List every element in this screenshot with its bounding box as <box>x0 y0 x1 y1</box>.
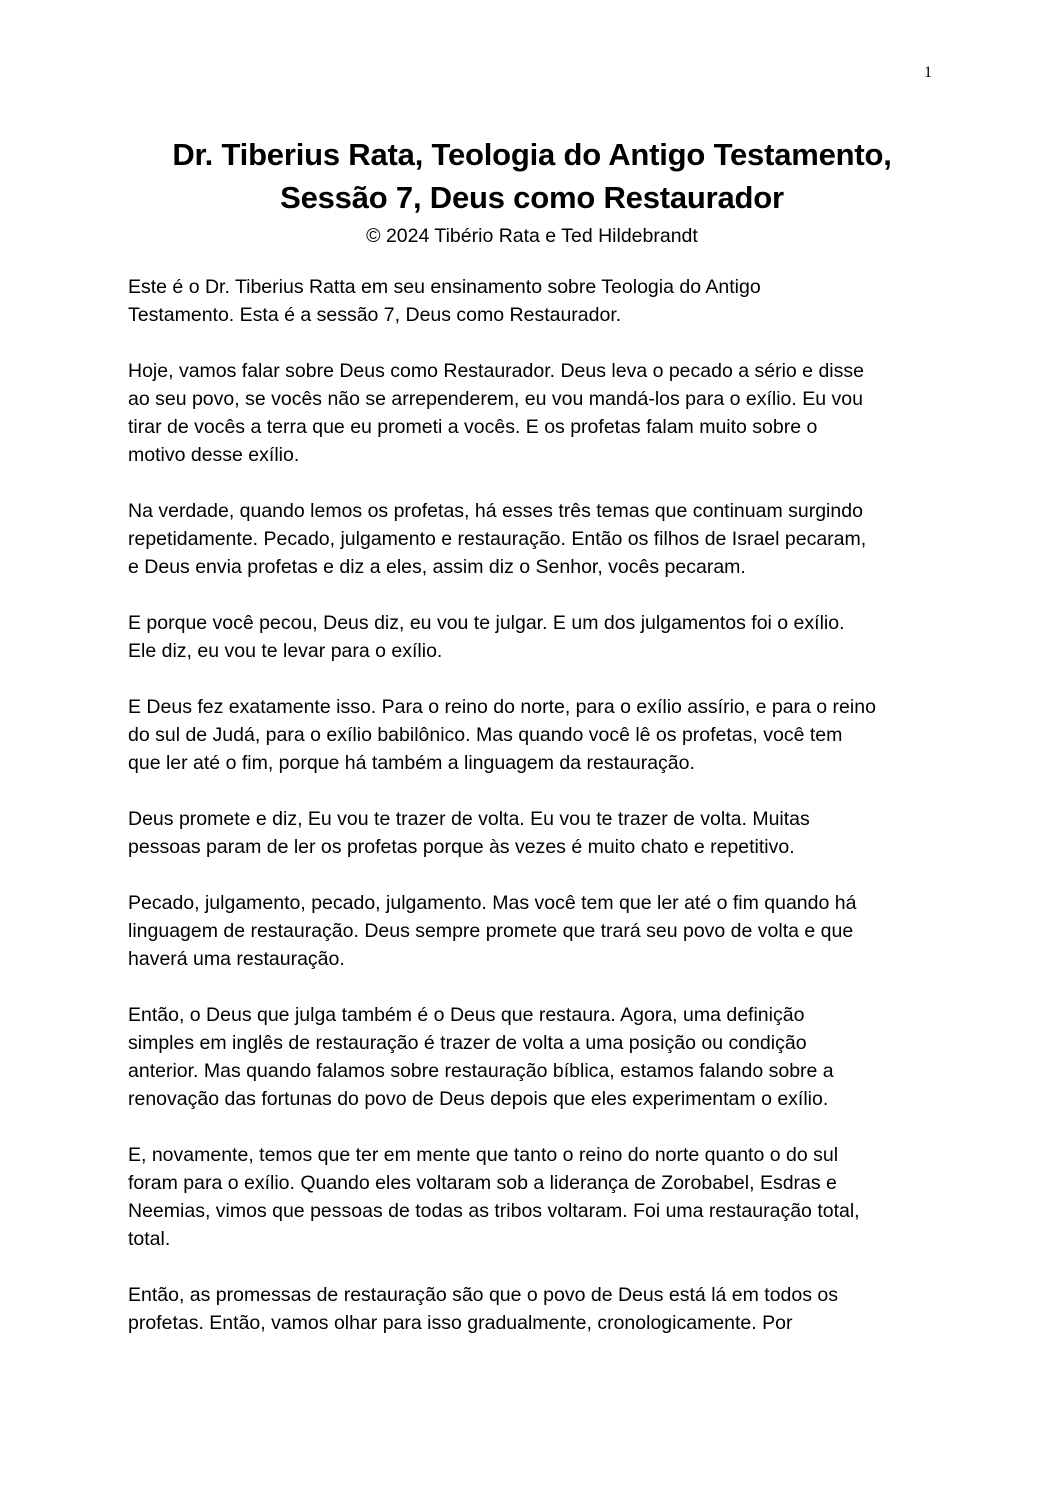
text-line: simples em inglês de restauração é trazer de volta a uma posição ou condição <box>128 1032 807 1054</box>
text-line: foram para o exílio. Quando eles voltaram sob a liderança de Zorobabel, Esdras e <box>128 1172 837 1194</box>
paragraph <box>128 693 936 777</box>
text-line: E Deus fez exatamente isso. Para o reino do norte, para o exílio assírio, e para o reino <box>128 696 876 718</box>
paragraph <box>128 273 936 329</box>
text-line: Então, as promessas de restauração são que o povo de Deus está lá em todos os <box>128 1284 839 1306</box>
text-line: anterior. Mas quando falamos sobre restauração bíblica, estamos falando sobre a <box>128 1060 834 1082</box>
text-line: Este é o Dr. Tiberius Ratta em seu ensinamento sobre Teologia do Antigo <box>128 276 761 298</box>
paragraph <box>128 357 936 469</box>
text-line: Pecado, julgamento, pecado, julgamento. Mas você tem que ler até o fim quando há <box>128 892 857 914</box>
paragraph <box>128 1141 936 1253</box>
paragraph <box>128 609 936 665</box>
text-line: tirar de vocês a terra que eu prometi a vocês. E os profetas falam muito sobre o <box>128 416 818 438</box>
text-line: linguagem de restauração. Deus sempre promete que trará seu povo de volta e que <box>128 920 854 942</box>
document-title <box>120 133 944 219</box>
paragraph <box>128 1281 936 1337</box>
text-line: e Deus envia profetas e diz a eles, assim diz o Senhor, vocês pecaram. <box>128 556 746 578</box>
text-line: do sul de Judá, para o exílio babilônico. Mas quando você lê os profetas, você tem <box>128 724 843 746</box>
text-line: pessoas param de ler os profetas porque às vezes é muito chato e repetitivo. <box>128 836 795 858</box>
title-line: Dr. Tiberius Rata, Teologia do Antigo Testamento, <box>172 137 892 172</box>
paragraph <box>128 889 936 973</box>
text-line: renovação das fortunas do povo de Deus depois que eles experimentam o exílio. <box>128 1088 829 1110</box>
paragraph <box>128 497 936 581</box>
text-line: que ler até o fim, porque há também a linguagem da restauração. <box>128 752 695 774</box>
text-line: Testamento. Esta é a sessão 7, Deus como Restaurador. <box>128 304 622 326</box>
text-line: Então, o Deus que julga também é o Deus que restaura. Agora, uma definição <box>128 1004 805 1026</box>
body-text <box>128 273 936 1365</box>
page-number: 1 <box>924 64 932 81</box>
text-line: Ele diz, eu vou te levar para o exílio. <box>128 640 443 662</box>
text-line: profetas. Então, vamos olhar para isso gradualmente, cronologicamente. Por <box>128 1312 793 1334</box>
text-line: Hoje, vamos falar sobre Deus como Restaurador. Deus leva o pecado a sério e disse <box>128 360 864 382</box>
title-line: Sessão 7, Deus como Restaurador <box>280 180 784 215</box>
text-line: Na verdade, quando lemos os profetas, há esses três temas que continuam surgindo <box>128 500 863 522</box>
text-line: motivo desse exílio. <box>128 444 300 466</box>
text-line: haverá uma restauração. <box>128 948 345 970</box>
text-line: total. <box>128 1228 171 1250</box>
paragraph <box>128 1001 936 1113</box>
text-line: E, novamente, temos que ter em mente que tanto o reino do norte quanto o do sul <box>128 1144 839 1166</box>
text-line: ao seu povo, se vocês não se arrependerem, eu vou mandá-los para o exílio. Eu vou <box>128 388 863 410</box>
text-line: E porque você pecou, Deus diz, eu vou te julgar. E um dos julgamentos foi o exílio. <box>128 612 845 634</box>
paragraph <box>128 805 936 861</box>
copyright-notice: © 2024 Tibério Rata e Ted Hildebrandt <box>366 225 698 247</box>
text-line: Deus promete e diz, Eu vou te trazer de volta. Eu vou te trazer de volta. Muitas <box>128 808 810 830</box>
text-line: repetidamente. Pecado, julgamento e restauração. Então os filhos de Israel pecaram, <box>128 528 867 550</box>
text-line: Neemias, vimos que pessoas de todas as tribos voltaram. Foi uma restauração total, <box>128 1200 860 1222</box>
